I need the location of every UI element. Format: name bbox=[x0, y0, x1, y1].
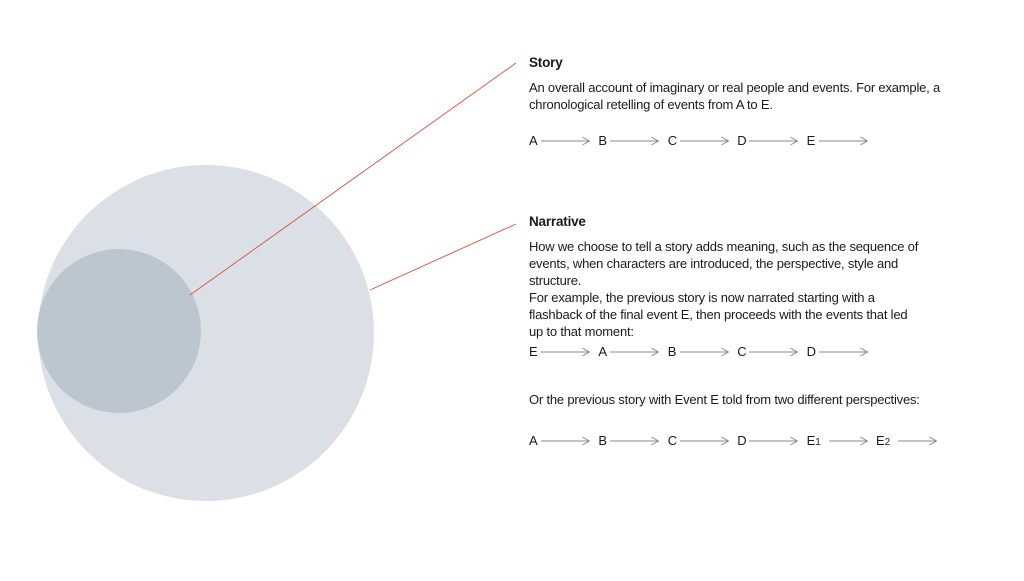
narrative-connector-line bbox=[370, 224, 516, 290]
sequence-event: E bbox=[529, 344, 538, 359]
narrative-example: For example, the previous story is now narrated starting with a flashback of the final event E, then proceeds with the events that led up to that moment: bbox=[529, 290, 908, 339]
sequence-arrow bbox=[610, 432, 659, 450]
sequence-event: E2 bbox=[876, 433, 891, 448]
sequence-arrow bbox=[819, 343, 868, 361]
sequence-arrow bbox=[541, 343, 590, 361]
sequence-arrow bbox=[610, 132, 659, 150]
sequence-event: B bbox=[598, 433, 608, 448]
story-description: An overall account of imaginary or real people and events. For example, a chronological retelling of events from A to E. bbox=[529, 80, 941, 112]
sequence-event: E1 bbox=[806, 433, 821, 448]
sequence-arrow bbox=[680, 432, 729, 450]
narrative-alternative: Or the previous story with Event E told from two different perspectives: bbox=[529, 392, 920, 407]
narrative-heading: Narrative bbox=[529, 214, 586, 229]
sequence-event: B bbox=[598, 133, 608, 148]
sequence-event: C bbox=[737, 344, 747, 359]
sequence-arrow bbox=[680, 343, 729, 361]
narrative-description: How we choose to tell a story adds meaning, such as the sequence of events, when characters are introduced, the perspective, style and structure. bbox=[529, 239, 919, 288]
sequence-event: D bbox=[737, 133, 747, 148]
sequence-event: A bbox=[598, 344, 608, 359]
sequence-event: D bbox=[737, 433, 747, 448]
sequence-arrow bbox=[680, 132, 729, 150]
sequence-event: C bbox=[667, 433, 678, 448]
sequence-event: A bbox=[529, 133, 538, 148]
sequence-arrow bbox=[898, 432, 937, 450]
sequence-event: C bbox=[667, 133, 678, 148]
sequence-event: E bbox=[806, 133, 816, 148]
sequence-arrow bbox=[541, 432, 590, 450]
sequence-event: A bbox=[529, 433, 538, 448]
sequence-arrow bbox=[749, 132, 798, 150]
sequence-arrow bbox=[819, 132, 868, 150]
sequence-event: B bbox=[667, 344, 677, 359]
sequence-arrow bbox=[749, 432, 798, 450]
story-circle bbox=[37, 249, 201, 413]
sequence-arrow bbox=[829, 432, 868, 450]
sequence-arrow bbox=[541, 132, 590, 150]
sequence-arrow bbox=[610, 343, 659, 361]
story-heading: Story bbox=[529, 55, 563, 70]
sequence-arrow bbox=[749, 343, 798, 361]
sequence-event: D bbox=[806, 344, 816, 359]
